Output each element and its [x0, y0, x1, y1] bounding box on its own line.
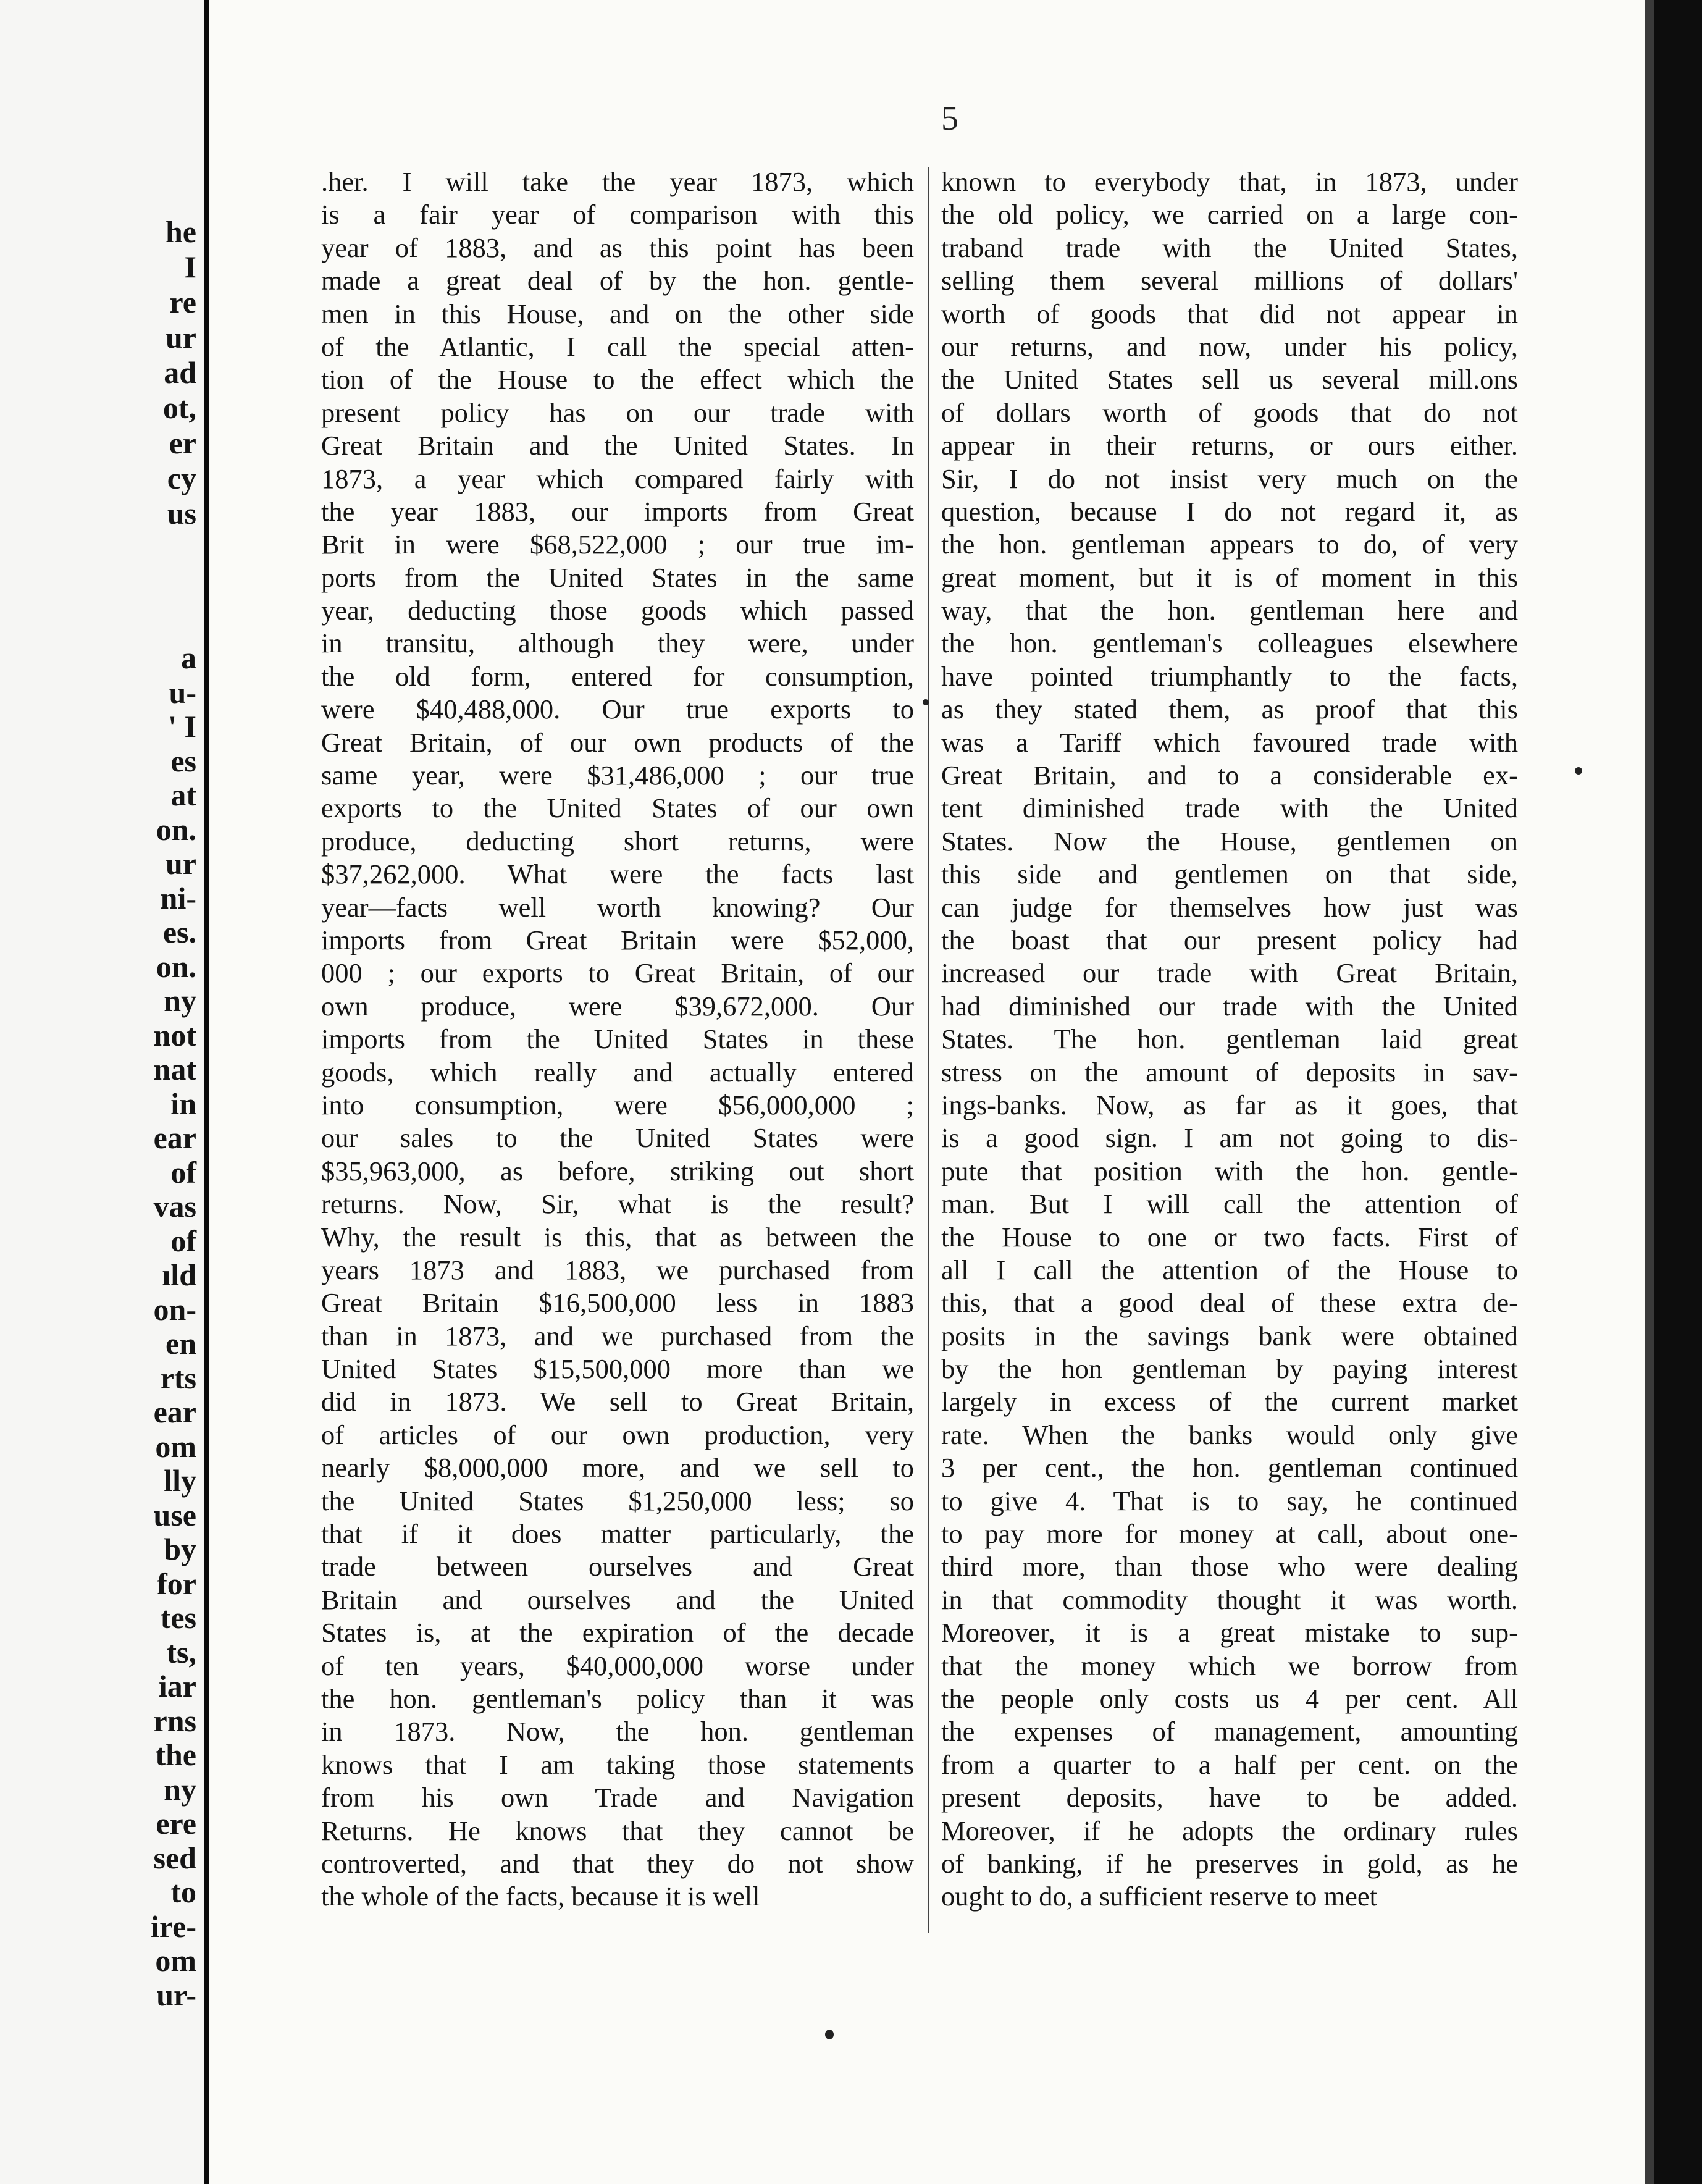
- text-line: exports to the United States of our own: [321, 792, 914, 824]
- text-line: men in this House, and on the other side: [321, 298, 914, 329]
- facing-page-text-fragment: om: [155, 1429, 196, 1464]
- facing-page-text-fragment: u-: [169, 674, 196, 710]
- text-line: way, that the hon. gentleman here and: [941, 595, 1518, 626]
- text-line: ings-banks. Now, as far as it goes, that: [941, 1089, 1518, 1120]
- text-line: the hon. gentleman's policy than it was: [321, 1682, 914, 1714]
- text-line: our returns, and now, under his policy,: [941, 330, 1518, 362]
- text-line: year, deducting those goods which passed: [321, 595, 914, 626]
- text-line: to give 4. That is to say, he continued: [941, 1485, 1518, 1516]
- text-line: year of 1883, and as this point has been: [321, 232, 914, 263]
- text-line: returns. Now, Sir, what is the result?: [321, 1188, 914, 1220]
- facing-page-text-fragment: ny: [164, 983, 196, 1018]
- page-number: 5: [941, 99, 958, 138]
- text-line: had diminished our trade with the United: [941, 990, 1518, 1022]
- facing-page-text-fragment: tes: [160, 1600, 196, 1635]
- text-line: this, that a good deal of these extra de-: [941, 1287, 1518, 1319]
- text-line: worth of goods that did not appear in: [941, 298, 1518, 329]
- facing-page-text-fragment: us: [167, 496, 196, 531]
- text-line: as they stated them, as proof that this: [941, 694, 1518, 725]
- text-line: the expenses of management, amounting: [941, 1716, 1518, 1747]
- facing-page-text-fragment: on-: [153, 1292, 196, 1327]
- facing-page-text-fragment: he: [166, 214, 196, 249]
- facing-page-text-fragment: er: [169, 426, 196, 460]
- text-line: all I call the attention of the House to: [941, 1254, 1518, 1285]
- text-line: largely in excess of the current market: [941, 1386, 1518, 1418]
- page-edge-shadow: [1645, 0, 1702, 2184]
- facing-page-text-fragment: sed: [153, 1840, 196, 1875]
- facing-page-text-fragment: ' I: [168, 709, 196, 744]
- text-line: $37,262,000. What were the facts last: [321, 859, 914, 890]
- text-line: year—facts well worth knowing? Our: [321, 891, 914, 923]
- facing-page-text-fragment: ire-: [150, 1909, 196, 1944]
- text-line: Britain and ourselves and the United: [321, 1584, 914, 1615]
- text-line: imports from Great Britain were $52,000,: [321, 924, 914, 956]
- facing-page-text-fragment: ur: [166, 846, 196, 881]
- text-line: own produce, were $39,672,000. Our: [321, 990, 914, 1022]
- text-line: Moreover, if he adopts the ordinary rules: [941, 1815, 1518, 1846]
- text-line: this side and gentlemen on that side,: [941, 859, 1518, 890]
- text-line: rate. When the banks would only give: [941, 1419, 1518, 1450]
- text-line: Moreover, it is a great mistake to sup-: [941, 1617, 1518, 1648]
- text-line: 1873, a year which compared fairly with: [321, 463, 914, 494]
- text-line: in 1873. Now, the hon. gentleman: [321, 1716, 914, 1747]
- facing-page-text-fragment: use: [153, 1497, 196, 1532]
- text-line: Sir, I do not insist very much on the: [941, 463, 1518, 494]
- facing-page-text-fragment: the: [155, 1737, 196, 1772]
- facing-page-text-fragment: ni-: [160, 880, 196, 915]
- text-line: knows that I am taking those statements: [321, 1749, 914, 1780]
- facing-page-text-fragment: of: [170, 1154, 196, 1190]
- facing-page-text-fragment: ıld: [162, 1258, 196, 1292]
- text-line: the whole of the facts, because it is well: [321, 1881, 760, 1912]
- facing-page-text-fragment: on.: [156, 949, 196, 984]
- facing-page-text-fragment: to: [170, 1875, 196, 1909]
- text-line: the United States sell us several mill.ons: [941, 364, 1518, 395]
- gutter-shadow: [204, 0, 209, 2184]
- text-line: was a Tariff which favoured trade with: [941, 726, 1518, 758]
- text-column-right: [941, 166, 1518, 1913]
- facing-page-text-fragment: ear: [153, 1120, 196, 1155]
- text-line: in transitu, although they were, under: [321, 628, 914, 659]
- text-line: have pointed triumphantly to the facts,: [941, 660, 1518, 692]
- text-column-left: [321, 166, 914, 1913]
- text-line: is a good sign. I am not going to dis-: [941, 1122, 1518, 1154]
- ink-speck: [923, 699, 929, 705]
- text-line: $35,963,000, as before, striking out short: [321, 1155, 914, 1186]
- text-line: 3 per cent., the hon. gentleman continued: [941, 1452, 1518, 1484]
- text-line: of dollars worth of goods that do not: [941, 397, 1518, 428]
- text-line: that the money which we borrow from: [941, 1650, 1518, 1681]
- facing-page-text-fragment: in: [170, 1086, 196, 1121]
- facing-page-text-fragment: nat: [153, 1052, 196, 1086]
- text-line: Brit in were $68,522,000 ; our true im-: [321, 529, 914, 560]
- text-line: the House to one or two facts. First of: [941, 1221, 1518, 1253]
- ink-speck: [1575, 767, 1582, 775]
- facing-page-text-fragment: for: [157, 1566, 196, 1601]
- facing-page-text-fragment: rts: [160, 1360, 196, 1395]
- text-line: can judge for themselves how just was: [941, 891, 1518, 923]
- text-line: stress on the amount of deposits in sav-: [941, 1056, 1518, 1088]
- facing-page-text-fragment: es: [170, 743, 196, 778]
- text-line: present deposits, have to be added.: [941, 1782, 1518, 1813]
- column-rule: [928, 167, 929, 1933]
- text-line: did in 1873. We sell to Great Britain,: [321, 1386, 914, 1418]
- text-line: from his own Trade and Navigation: [321, 1782, 914, 1813]
- facing-page-text-fragment: at: [170, 778, 196, 812]
- text-line: the boast that our present policy had: [941, 924, 1518, 956]
- facing-page-text-fragment: ur: [166, 320, 196, 355]
- text-line: Great Britain and the United States. In: [321, 430, 914, 461]
- text-line: question, because I do not regard it, as: [941, 495, 1518, 527]
- text-line: known to everybody that, in 1873, under: [941, 166, 1518, 197]
- text-line: pute that position with the hon. gentle-: [941, 1155, 1518, 1186]
- text-line: the United States $1,250,000 less; so: [321, 1485, 914, 1516]
- text-line: selling them several millions of dollars': [941, 265, 1518, 296]
- text-line: present policy has on our trade with: [321, 397, 914, 428]
- facing-page-text-fragment: ur-: [156, 1977, 196, 2012]
- text-line: by the hon gentleman by paying interest: [941, 1353, 1518, 1385]
- text-line: of ten years, $40,000,000 worse under: [321, 1650, 914, 1681]
- text-line: the old form, entered for consumption,: [321, 660, 914, 692]
- text-line: the year 1883, our imports from Great: [321, 495, 914, 527]
- text-line: to pay more for money at call, about one-: [941, 1518, 1518, 1550]
- text-line: same year, were $31,486,000 ; our true: [321, 760, 914, 791]
- text-line: in that commodity thought it was worth.: [941, 1584, 1518, 1615]
- facing-page-text-fragment: ear: [153, 1395, 196, 1429]
- text-line: the old policy, we carried on a large con-: [941, 199, 1518, 230]
- facing-page-text-fragment: cy: [167, 461, 196, 495]
- text-line: is a fair year of comparison with this: [321, 199, 914, 230]
- text-line: .her. I will take the year 1873, which: [321, 166, 914, 197]
- facing-page-text-fragment: ts,: [166, 1634, 196, 1670]
- text-line: than in 1873, and we purchased from the: [321, 1320, 914, 1351]
- text-line: trade between ourselves and Great: [321, 1551, 914, 1582]
- text-line: produce, deducting short returns, were: [321, 825, 914, 857]
- text-line: man. But I will call the attention of: [941, 1188, 1518, 1220]
- text-line: imports from the United States in these: [321, 1023, 914, 1055]
- text-line: controverted, and that they do not show: [321, 1847, 914, 1879]
- text-line: States. Now the House, gentlemen on: [941, 825, 1518, 857]
- text-line: goods, which really and actually entered: [321, 1056, 914, 1088]
- facing-page-text-fragment: om: [155, 1943, 196, 1978]
- text-line: from a quarter to a half per cent. on the: [941, 1749, 1518, 1780]
- ink-speck: [825, 2030, 834, 2039]
- text-line: 000 ; our exports to Great Britain, of our: [321, 957, 914, 989]
- facing-page-text-fragment: iar: [158, 1669, 196, 1703]
- facing-page-text-fragment: a: [181, 640, 196, 675]
- text-line: tent diminished trade with the United: [941, 792, 1518, 824]
- text-line: Why, the result is this, that as between the: [321, 1221, 914, 1253]
- text-line: our sales to the United States were: [321, 1122, 914, 1154]
- text-line: that if it does matter particularly, the: [321, 1518, 914, 1550]
- facing-page-text-fragment: ot,: [162, 390, 196, 425]
- text-line: of articles of our own production, very: [321, 1419, 914, 1450]
- text-line: Returns. He knows that they cannot be: [321, 1815, 914, 1846]
- text-line: increased our trade with Great Britain,: [941, 957, 1518, 989]
- text-line: appear in their returns, or ours either.: [941, 430, 1518, 461]
- facing-page-text-fragment: en: [166, 1326, 196, 1361]
- facing-page-fragment: [0, 0, 204, 2184]
- text-line: Great Britain, of our own products of the: [321, 726, 914, 758]
- text-line: ought to do, a sufficient reserve to meet: [941, 1881, 1378, 1912]
- text-line: were $40,488,000. Our true exports to: [321, 694, 914, 725]
- facing-page-text-fragment: ny: [164, 1771, 196, 1807]
- text-line: made a great deal of by the hon. gentle-: [321, 265, 914, 296]
- text-line: the hon. gentleman appears to do, of very: [941, 529, 1518, 560]
- facing-page-text-fragment: rns: [153, 1703, 196, 1738]
- text-line: the hon. gentleman's colleagues elsewhere: [941, 628, 1518, 659]
- text-line: into consumption, were $56,000,000 ;: [321, 1089, 914, 1120]
- text-line: Great Britain, and to a considerable ex-: [941, 760, 1518, 791]
- text-line: traband trade with the United States,: [941, 232, 1518, 263]
- facing-page-text-fragment: by: [164, 1532, 196, 1566]
- text-line: of banking, if he preserves in gold, as he: [941, 1847, 1518, 1879]
- text-line: the people only costs us 4 per cent. All: [941, 1682, 1518, 1714]
- text-line: nearly $8,000,000 more, and we sell to: [321, 1452, 914, 1484]
- facing-page-text-fragment: vas: [153, 1189, 196, 1224]
- text-line: ports from the United States in the same: [321, 561, 914, 593]
- text-line: States. The hon. gentleman laid great: [941, 1023, 1518, 1055]
- facing-page-text-fragment: not: [153, 1017, 196, 1052]
- text-line: of the Atlantic, I call the special atten-: [321, 330, 914, 362]
- facing-page-text-fragment: I: [184, 250, 196, 284]
- facing-page-text-fragment: of: [170, 1223, 196, 1258]
- facing-page-text-fragment: ere: [156, 1806, 196, 1841]
- text-line: third more, than those who were dealing: [941, 1551, 1518, 1582]
- text-line: Great Britain $16,500,000 less in 1883: [321, 1287, 914, 1319]
- facing-page-text-fragment: re: [169, 285, 196, 319]
- facing-page-text-fragment: lly: [164, 1463, 196, 1498]
- text-line: great moment, but it is of moment in this: [941, 561, 1518, 593]
- facing-page-text-fragment: ad: [164, 355, 196, 390]
- facing-page-text-fragment: es.: [162, 915, 196, 949]
- text-line: tion of the House to the effect which the: [321, 364, 914, 395]
- text-line: States is, at the expiration of the decade: [321, 1617, 914, 1648]
- text-line: years 1873 and 1883, we purchased from: [321, 1254, 914, 1285]
- text-line: posits in the savings bank were obtained: [941, 1320, 1518, 1351]
- text-line: United States $15,500,000 more than we: [321, 1353, 914, 1385]
- facing-page-text-fragment: on.: [156, 812, 196, 847]
